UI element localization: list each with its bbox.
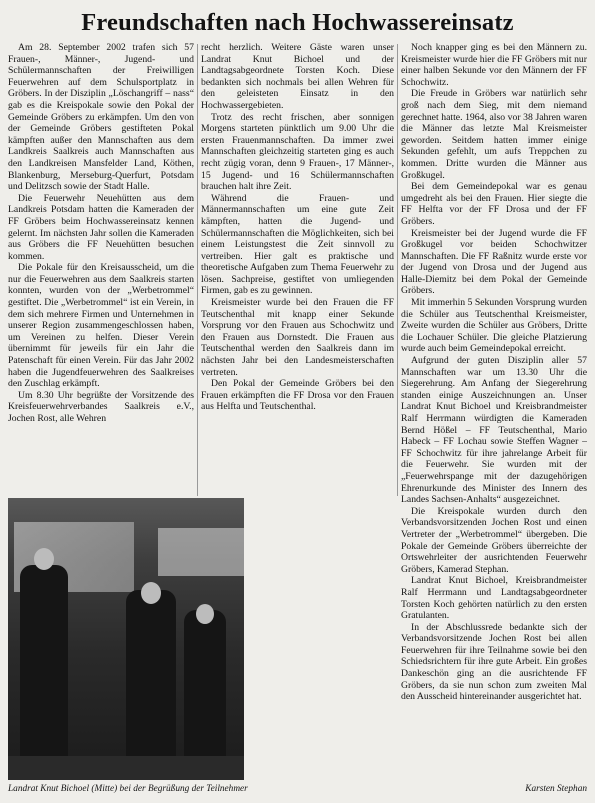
photo-person-head bbox=[34, 548, 54, 570]
column-divider bbox=[397, 44, 398, 496]
paragraph: Kreismeister bei der Jugend wurde die FF Großkugel vor beiden Schochwitzer Mannschaften. Die FF Raßnitz wurde erste vor der Jugend von Drosa und der Jugend aus Halle-Diemitz bei dem Pokal der Gemeinde Gröbers. bbox=[401, 227, 587, 297]
photo-ground bbox=[8, 756, 244, 780]
column-3 bbox=[401, 42, 587, 794]
caption-text: Landrat Knut Bichoel (Mitte) bei der Begrüßung der Teilnehmer bbox=[8, 784, 248, 794]
article-headline: Freundschaften nach Hochwassereinsatz bbox=[81, 9, 514, 36]
article-body bbox=[8, 42, 587, 703]
paragraph: Trotz des recht frischen, aber sonnigen Morgens starteten pünktlich um 9.00 Uhr die ersten Frauenmannschaften. Da immer zwei Mannschaften gleichzeitig starteten ging es auch recht zügig voran, denn 9 Frauen-, 17 Männer-, 15 Jugend- und 16 Schülermannschaften brauchen halt ihre Zeit. bbox=[201, 111, 394, 193]
paragraph: Die Feuerwehr Neuehütten aus dem Landkreis Potsdam hatten die Kameraden der FF Gröbers beim Hochwassereinsatz kennen gelernt. Im nächsten Jahr sollen die Kameraden aus Gröbers die FF Neuehütten besuchen kommen. bbox=[8, 192, 194, 262]
paragraph: Um 8.30 Uhr begrüßte der Vorsitzende des Kreisfeuerwehrverbandes Saalkreis e.V., Jochen Rost, alle Wehren bbox=[8, 389, 194, 424]
paragraph: Während die Frauen- und Männermannschaften um eine gute Zeit kämpften, hatten die Jugend- und Schülermannschaften die Möglichkeiten, sich bei einem Leistungstest die Zeit sinnvoll zu vertreiben. Hier galt es praktische und theoretische Aufgaben zum Thema Feuerwehr zu lösen. Sachpreise, gestiftet von umliegenden Firmen, gab es zu gewinnen. bbox=[201, 192, 394, 297]
photo-person-head bbox=[196, 604, 214, 624]
photo-caption bbox=[8, 784, 587, 798]
paragraph: Am 28. September 2002 trafen sich 57 Frauen-, Männer-, Jugend- und Schülermannschaften der Freiwilligen Feuerwehren auf dem Schulsportplatz in Gröbers. In der Disziplin „Löschangriff – nass“ gab es die Kreispokale sowie den Pokal der Gemeinde Gröbers zu erkämpfen. Um den von der Gemeinde Gröbers gestifteten Pokal kämpften außer den Mannschaften aus dem Landkreis Saalkreis auch Mannschaften aus den Landkreisen Mansfelder Land, Köthen, Blankenburg, Merseburg-Querfurt, Potsdam und Delitzsch sowie der Stadt Halle. bbox=[8, 42, 194, 193]
photo-person-head bbox=[141, 582, 161, 604]
paragraph: Kreismeister wurde bei den Frauen die FF Teutschenthal mit knapp einer Sekunde Vorsprung vor den Frauen aus Schochwitz und den Frauen aus Dornstedt. Die Frauen aus Teutschenthal werden den Saalkreis dann im nächsten Jahr bei den Landesmeisterschaften vertreten. bbox=[201, 297, 394, 378]
column-2 bbox=[201, 42, 394, 497]
column-1 bbox=[8, 42, 194, 497]
paragraph: Die Kreispokale wurden durch den Verbandsvorsitzenden Jochen Rost und einen Vertreter der „Werbetrommel“ übergeben. Die Pokale der Gemeinde Gröbers überreichte der Ortswehrleiter der ausrichtenden Feuerwehr Gröbers, Kamerad Stephan. bbox=[401, 505, 587, 575]
paragraph: Bei dem Gemeindepokal war es genau umgedreht als bei den Frauen. Hier siegte die FF Helfta vor der FF Drosa und der FF Gröbers. bbox=[401, 181, 587, 227]
paragraph: recht herzlich. Weitere Gäste waren unser Landrat Knut Bichoel und der Landtagsabgeordnete Torsten Koch. Diese bedankten sich nochmals bei allen Wehren für den geleisteten Einsatz in den Hochwassergebieten. bbox=[201, 42, 394, 111]
photo-person bbox=[184, 610, 226, 760]
paragraph: Die Freude in Gröbers war natürlich sehr groß nach dem Sieg, mit dem niemand gerechnet hatte. 1964, also vor 38 Jahren waren die Männer das letzte Mal Kreismeister geworden. Seitdem hatten immer einige Sekunden gefehlt, um aufs Treppchen zu kommen. Dritte wurden die Männer aus Großkugel. bbox=[401, 88, 587, 181]
paragraph: Noch knapper ging es bei den Männern zu. Kreismeister wurde hier die FF Gröbers mit nur einer halben Sekunde vor den Männern der FF Schochwitz. bbox=[401, 42, 587, 88]
author-name: Karsten Stephan bbox=[525, 784, 587, 794]
photo-person bbox=[126, 590, 176, 760]
paragraph: Den Pokal der Gemeinde Gröbers bei den Frauen erkämpften die FF Drosa vor den Frauen aus Helfta und Teutschenthal. bbox=[201, 378, 394, 413]
paragraph: Aufgrund der guten Disziplin aller 57 Mannschaften war um 13.30 Uhr die Siegerehrung. Am Anfang der Siegerehrung standen einige Auszeichnungen an. Unser Landrat Knut Bichoel und Kreisbrandmeister Ralf Herrmann würdigten die Kameraden Bernd Hößel – FF Teutschenthal, Mario Habeck – FF Lochau sowie Steffen Wagner – FF Schochwitz für ihre jahrelange Arbeit für die Feuerwehr. Sie wurden mit der „Feuerwehrspange mit der dazugehörigen Ehrenurkunde des Minister des Innern des Landes Sachsen-Anhalts“ ausgezeichnet. bbox=[401, 355, 587, 506]
paragraph: In der Abschlussrede bedankte sich der Verbandsvorsitzende Jochen Rost bei allen Feuerwehren für ihre Teilnahme sowie bei den Schiedsrichtern für ihre gute Arbeit. Ein großes Dankeschön ging an die ausrichtende FF Gröbers, da sie nun schon zum zweiten Mal den Ausscheid hintereinander ausgerichtet hat. bbox=[401, 621, 587, 703]
paragraph: Landrat Knut Bichoel, Kreisbrandmeister Ralf Herrmann und Landtagsabgeordneter Torsten Koch gehörten natürlich zu den ersten Gratulanten. bbox=[401, 575, 587, 622]
column-divider bbox=[197, 44, 198, 496]
paragraph: Mit immerhin 5 Sekunden Vorsprung wurden die Schüler aus Teutschenthal Kreismeister, Zweite wurden die Schüler aus Gröbers, Dritte die Lochauer Schüler. Die gleiche Platzierung wurde auch beim Gemeindepokal erreicht. bbox=[401, 297, 587, 355]
photo-banner bbox=[158, 528, 244, 576]
paragraph: Die Pokale für den Kreisausscheid, um die nur die Feuerwehren aus dem Saalkreis starten konnten, wurden von der „Werbetrommel“ gestiftet. Die „Werbetrommel“ ist ein Verein, in dem sich mehrere Firmen und Unternehmen in unserer Region zusammengeschlossen haben, um Vereinen zu helfen. Dieser Verein übernimmt für jeweils für ein Jahr die Patenschaft für einen Verein. Für das Jahr 2002 haben die Jugendfeuerwehren des Saalkreises den Zuschlag erkämpft. bbox=[8, 262, 194, 390]
event-photo bbox=[8, 498, 244, 780]
photo-person bbox=[20, 565, 68, 760]
